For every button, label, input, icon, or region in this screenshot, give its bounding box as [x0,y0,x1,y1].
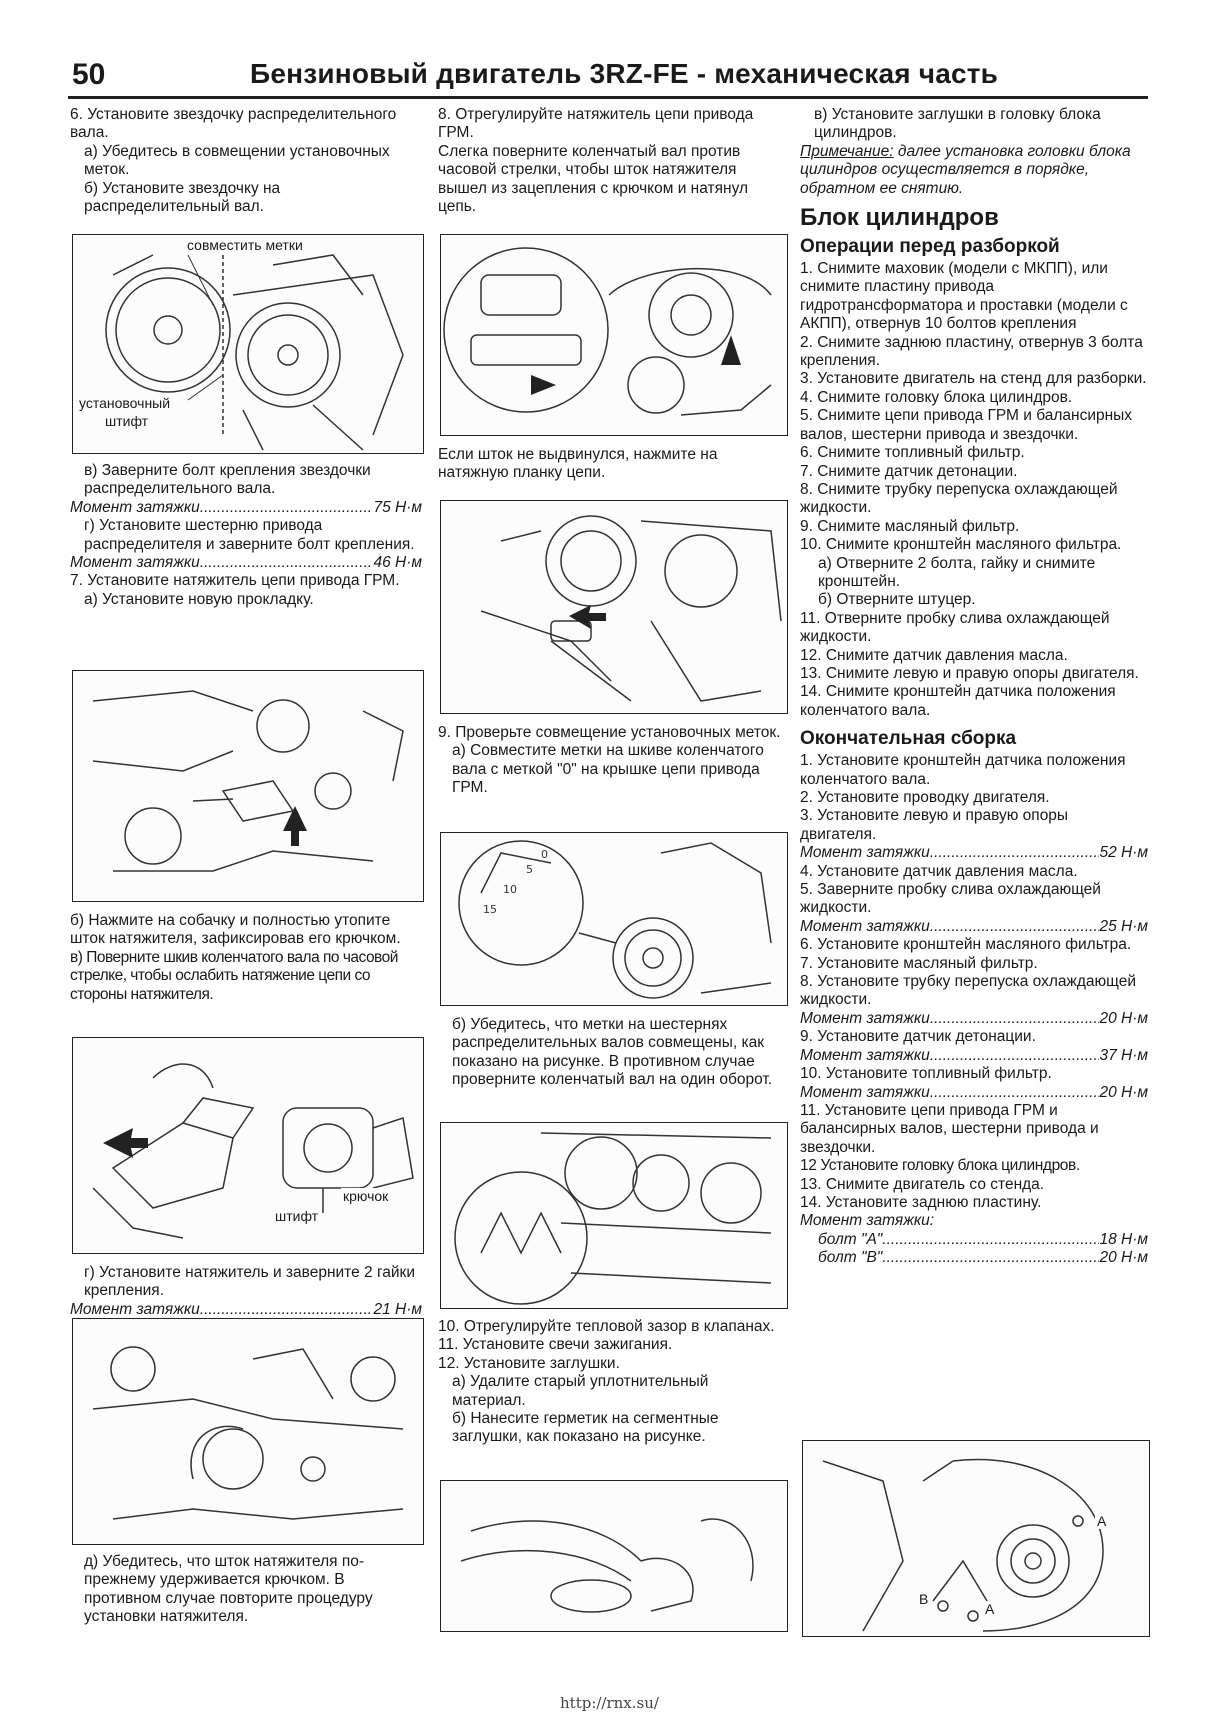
paragraph: а) Отверните 2 болта, гайку и снимите кронштейн. [818,554,1096,590]
list-item: 11. Отверните пробку слива охлаждающей жидкости. [800,609,1110,646]
figure-label-pin: штифт [275,1208,319,1224]
paragraph: Слегка поверните коленчатый вал против часовой стрелки, чтобы шток натяжителя вышел из зацепления с крючком и натянул цепь. [438,142,749,216]
column-2-mid3 [438,1016,786,1090]
list-item: 8. Снимите трубку перепуска охлаждающей жидкости. [800,480,1118,517]
paragraph: в) Заверните болт крепления звездочки распределительного вала. [84,462,371,498]
note: Примечание: далее установка головки блока цилиндров осуществляется в порядке, обратном ее снятию. [800,142,1131,197]
column-2-mid [438,446,786,483]
torque-spec: Момент затяжки ..... 46 Н·м [70,554,422,572]
torque-spec: Момент затяжки ..... 75 Н·м [70,499,422,517]
paragraph: в) Установите заглушки в головку блока цилиндров. [814,106,1101,142]
svg-text:0: 0 [541,848,548,861]
figure-label-align-marks: совместить метки [187,237,303,253]
svg-text:15: 15 [483,903,497,916]
figure-tensioner-installed [72,1318,424,1545]
paragraph: д) Убедитесь, что шток натяжителя по-прежнему удерживается крючком. В противном случае повторите процедуру установки натяжителя. [84,1553,373,1626]
paragraph: 6. Установите звездочку распределительного вала. [70,106,397,142]
paragraph: 5. Заверните пробку слива охлаждающей жидкости. [800,881,1101,917]
paragraph: б) Нажмите на собачку и полностью утопите шток натяжителя, зафиксировав его крючком. [70,912,401,948]
figure-label-bolt-b: B [919,1591,929,1607]
paragraph: 6. Установите кронштейн масляного фильтра. [800,936,1132,954]
tensioner-slipper-illustration [441,501,787,713]
tensioner-adjust-illustration [441,235,787,435]
list-item: 4. Снимите головку блока цилиндров. [800,388,1073,406]
torque-heading: Момент затяжки: [800,1212,935,1230]
paragraph: б) Установите звездочку на распределительный вал. [84,179,281,216]
torque-spec: Момент затяжки ..... 20 Н·м [800,1010,1148,1028]
torque-spec: Момент затяжки ..... 20 Н·м [800,1084,1148,1102]
subsection-heading: Операции перед разборкой [800,236,1060,258]
column-3 [800,106,1148,1268]
figure-tensioner-adjust [440,234,788,436]
paragraph: г) Установите шестерню привода распределителя и заверните болт крепления. [84,517,415,553]
paragraph: б) Нанесите герметик на сегментные заглушки, как показано на рисунке. [452,1410,719,1446]
svg-text:10: 10 [503,883,517,896]
paragraph: 4. Установите датчик давления масла. [800,862,1078,880]
paragraph: 9. Проверьте совмещение установочных меток. [438,724,781,741]
figure-label-bolt-a-2: A [985,1601,995,1617]
section-heading: Блок цилиндров [800,204,999,232]
figure-tensioner-hook [72,1037,424,1254]
rear-plate-illustration [803,1441,1149,1636]
list-item: 10. Снимите кронштейн масляного фильтра. [800,536,1122,554]
subsection-heading: Окончательная сборка [800,728,1017,750]
paragraph: в) Поверните шкив коленчатого вала по часовой стрелке, чтобы ослабить натяжение цепи со стороны натяжителя. [70,948,398,1003]
tensioner-gasket-illustration [73,671,423,901]
camshaft-gears-illustration [441,1123,787,1308]
paragraph: б) Отверните штуцер. [818,591,976,609]
paragraph: а) Удалите старый уплотнительный материал. [452,1373,709,1409]
paragraph: 11. Установите свечи зажигания. [438,1336,673,1354]
header-rule [68,96,1148,99]
list-item: 5. Снимите цепи привода ГРМ и балансирных валов, шестерни привода и звездочки. [800,407,1133,443]
paragraph: 12 Установите головку блока цилиндров. [800,1157,1080,1175]
column-1-mid3 [70,1264,422,1319]
list-item: 13. Снимите левую и правую опоры двигателя. [800,664,1139,682]
paragraph: г) Установите натяжитель и заверните 2 гайки крепления. [84,1264,415,1300]
paragraph: 10. Отрегулируйте тепловой зазор в клапанах. [438,1318,775,1335]
paragraph: 8. Отрегулируйте натяжитель цепи привода ГРМ. [438,106,754,142]
svg-text:5: 5 [526,863,533,876]
figure-camshaft-sprocket [72,234,424,454]
figure-rear-plate [802,1440,1150,1637]
column-1-bottom [70,1553,422,1627]
torque-spec: Момент затяжки ..... 25 Н·м [800,918,1148,936]
figure-sealant-plug [440,1480,788,1632]
paragraph: 13. Снимите двигатель со стенда. [800,1175,1045,1193]
operations-list-2 [800,610,1148,720]
paragraph: 14. Установите заднюю пластину. [800,1193,1042,1211]
list-item: 12. Снимите датчик давления масла. [800,646,1068,664]
figure-label-hook: крючок [343,1188,389,1204]
crankshaft-pulley-illustration [441,833,787,1005]
paragraph: 3. Установите левую и правую опоры двигателя. [800,807,1069,843]
footer-url: http://rnx.su/ [560,1694,659,1712]
figure-label-locating-pin-2: штифт [105,413,149,429]
paragraph: а) Установите новую прокладку. [84,590,314,608]
figure-label-bolt-a-1: A [1097,1513,1107,1529]
paragraph: а) Убедитесь в совмещении установочных меток. [84,142,390,179]
figure-tensioner-gasket [72,670,424,902]
paragraph: 7. Установите масляный фильтр. [800,954,1038,972]
torque-spec: Момент затяжки ..... 21 Н·м [70,1301,422,1319]
paragraph: 11. Установите цепи привода ГРМ и балансирных валов, шестерни привода и звездочки. [800,1101,1099,1156]
torque-spec: Момент затяжки ..... 37 Н·м [800,1047,1148,1065]
list-item: 9. Снимите масляный фильтр. [800,517,1020,535]
paragraph: 10. Установите топливный фильтр. [800,1065,1052,1083]
operations-list [800,260,1148,555]
figure-label-locating-pin: установочный [79,395,171,411]
paragraph: 9. Установите датчик детонации. [800,1028,1036,1046]
figure-crankshaft-pulley [440,832,788,1006]
torque-spec-bolt-b: болт "В" ..... 20 Н·м [800,1249,1148,1267]
column-2-mid4 [438,1318,786,1447]
figure-camshaft-gears [440,1122,788,1309]
list-item: 7. Снимите датчик детонации. [800,462,1018,480]
torque-spec-bolt-a: болт "А" ..... 18 Н·м [800,1231,1148,1249]
column-1-mid2 [70,912,422,1004]
column-1-top [70,106,422,216]
figure-tensioner-slipper [440,500,788,714]
tensioner-installed-illustration [73,1319,423,1544]
list-item: 2. Снимите заднюю пластину, отвернув 3 болта крепления. [800,333,1143,370]
page-number: 50 [72,58,106,91]
column-1-mid [70,462,422,609]
tensioner-hook-illustration [73,1038,423,1253]
paragraph: 1. Установите кронштейн датчика положения коленчатого вала. [800,752,1126,788]
paragraph: 2. Установите проводку двигателя. [800,789,1050,806]
column-2-top [438,106,786,216]
sealant-plug-illustration [441,1481,787,1631]
torque-spec: Момент затяжки ..... 52 Н·м [800,844,1148,862]
list-item: 1. Снимите маховик (модели с МКПП), или снимите пластину привода гидротрансформатора и проставки (модели с АКПП), отвернув 10 болтов крепления [800,260,1128,333]
list-item: 6. Снимите топливный фильтр. [800,444,1025,462]
list-item: 3. Установите двигатель на стенд для разборки. [800,370,1147,388]
paragraph: 7. Установите натяжитель цепи привода ГРМ. [70,572,400,590]
list-item: 14. Снимите кронштейн датчика положения коленчатого вала. [800,683,1116,719]
page-title: Бензиновый двигатель 3RZ-FE - механическая часть [250,58,999,89]
column-2-mid2 [438,724,786,798]
paragraph: 12. Установите заглушки. [438,1354,620,1372]
paragraph: а) Совместите метки на шкиве коленчатого вала с меткой "0" на крышке цепи привода ГРМ. [452,742,764,797]
paragraph: б) Убедитесь, что метки на шестернях распределительных валов совмещены, как показано на рисунке. В противном случае проверните коленчатый вал на один оборот. [452,1016,773,1089]
paragraph: Если шток не выдвинулся, нажмите на натяжную планку цепи. [438,446,718,482]
paragraph: 8. Установите трубку перепуска охлаждающей жидкости. [800,973,1137,1009]
